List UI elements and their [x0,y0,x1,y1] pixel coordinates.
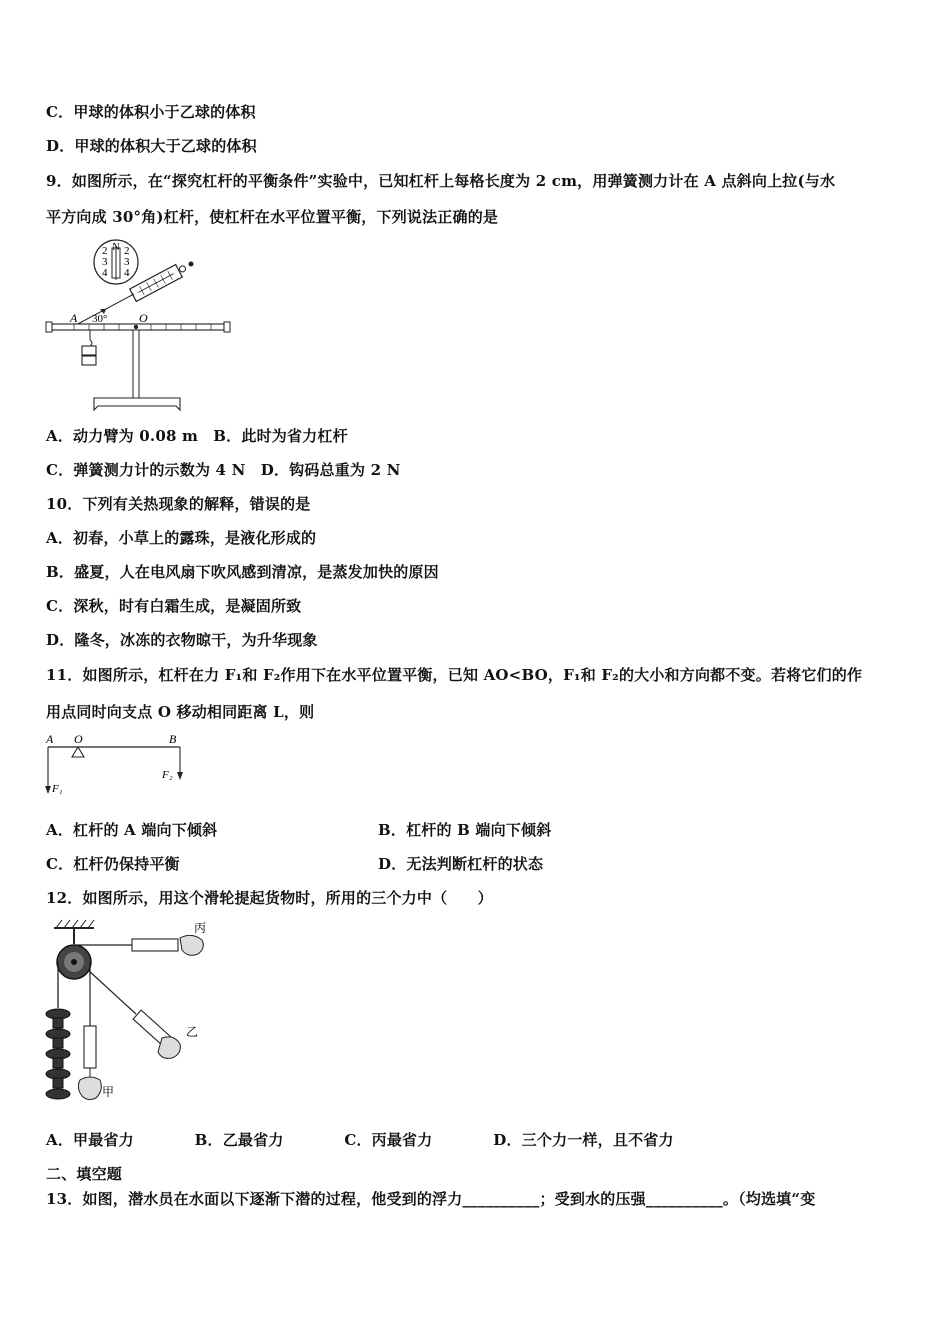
label-jia: 甲 [102,1085,115,1099]
q11-stem-line2: 用点同时向支点 O 移动相同距离 L，则 [46,703,315,721]
q12-pulley-figure [44,918,224,1110]
q10-option-d: D．隆冬，冰冻的衣物晾干，为升华现象 [46,631,318,649]
scale-left-4: 4 [102,267,108,279]
label-f1: F₁ [52,783,63,795]
scale-right-2: 2 [124,245,130,257]
q9-stem-line2: 平方向成 30°角)杠杆，使杠杆在水平位置平衡，下列说法正确的是 [46,208,499,226]
q9-options-ab: A．动力臂为 0.08 m B．此时为省力杠杆 [46,427,348,445]
fulcrum [72,747,84,757]
scale-right-4: 4 [124,267,130,279]
q10-stem: 10．下列有关热现象的解释，错误的是 [46,495,311,513]
scale-left-3: 3 [102,256,108,268]
q13-stem: 13．如图，潜水员在水面以下逐渐下潜的过程，他受到的浮力__________；受到水的压强__________。（均选填“变 [46,1190,816,1208]
spring-scale [130,261,189,301]
q9-stem-line1: 9．如图所示，在“探究杠杆的平衡条件”实验中，已知杠杆上每格长度为 2 cm，用弹簧测力计在 A 点斜向上拉(与水 [46,172,836,190]
hand-jia [78,1077,101,1100]
scale-left-2: 2 [102,245,108,257]
q10-option-c: C．深秋，时有白霜生成，是凝固所致 [46,597,302,615]
q12-stem: 12．如图所示，用这个滑轮提起货物时，所用的三个力中（ ） [46,889,493,907]
q11-option-c: C．杠杆仍保持平衡 [46,855,180,873]
q11-lever-figure [44,730,194,798]
spring-scale-bing [132,939,178,951]
q10-option-a: A．初春，小草上的露珠，是液化形成的 [46,529,317,547]
label-b: B [169,732,177,746]
hand-yi [158,1037,180,1059]
scale-unit: N [112,242,120,253]
q12-options: A．甲最省力 B．乙最省力 C．丙最省力 D．三个力一样，且不省力 [46,1131,674,1149]
hand-bing [180,935,203,955]
label-bing: 丙 [194,921,207,935]
q11-option-d: D．无法判断杠杆的状态 [378,855,544,873]
weight-2 [82,356,96,365]
q8-option-c: C．甲球的体积小于乙球的体积 [46,103,256,121]
label-a: A [70,311,78,325]
label-f2: F₂ [162,769,173,781]
q10-option-b: B．盛夏，人在电风扇下吹风感到清凉，是蒸发加快的原因 [46,563,439,581]
label-angle: 30° [92,313,108,325]
q9-lever-figure [44,238,234,413]
q11-option-b: B．杠杆的 B 端向下倾斜 [378,821,552,839]
scale-right-3: 3 [124,256,130,268]
weight-1 [82,346,96,355]
label-o: O [139,311,148,325]
q8-option-d: D．甲球的体积大于乙球的体积 [46,137,257,155]
q11-option-a: A．杠杆的 A 端向下倾斜 [46,821,218,839]
stand-base [94,398,180,410]
q11-stem-line1: 11．如图所示，杠杆在力 F₁和 F₂作用下在水平位置平衡，已知 AO<BO，F₁和 F₂的大小和方向都不变。若将它们的作 [46,666,863,684]
q9-options-cd: C．弹簧测力计的示数为 4 N D．钩码总重为 2 N [46,461,401,479]
hanging-weights [46,1009,70,1099]
section2-title: 二、填空题 [46,1165,123,1183]
label-a: A [46,732,54,746]
label-o: O [74,732,83,746]
spring-scale-jia [84,1026,96,1068]
label-yi: 乙 [186,1025,199,1039]
